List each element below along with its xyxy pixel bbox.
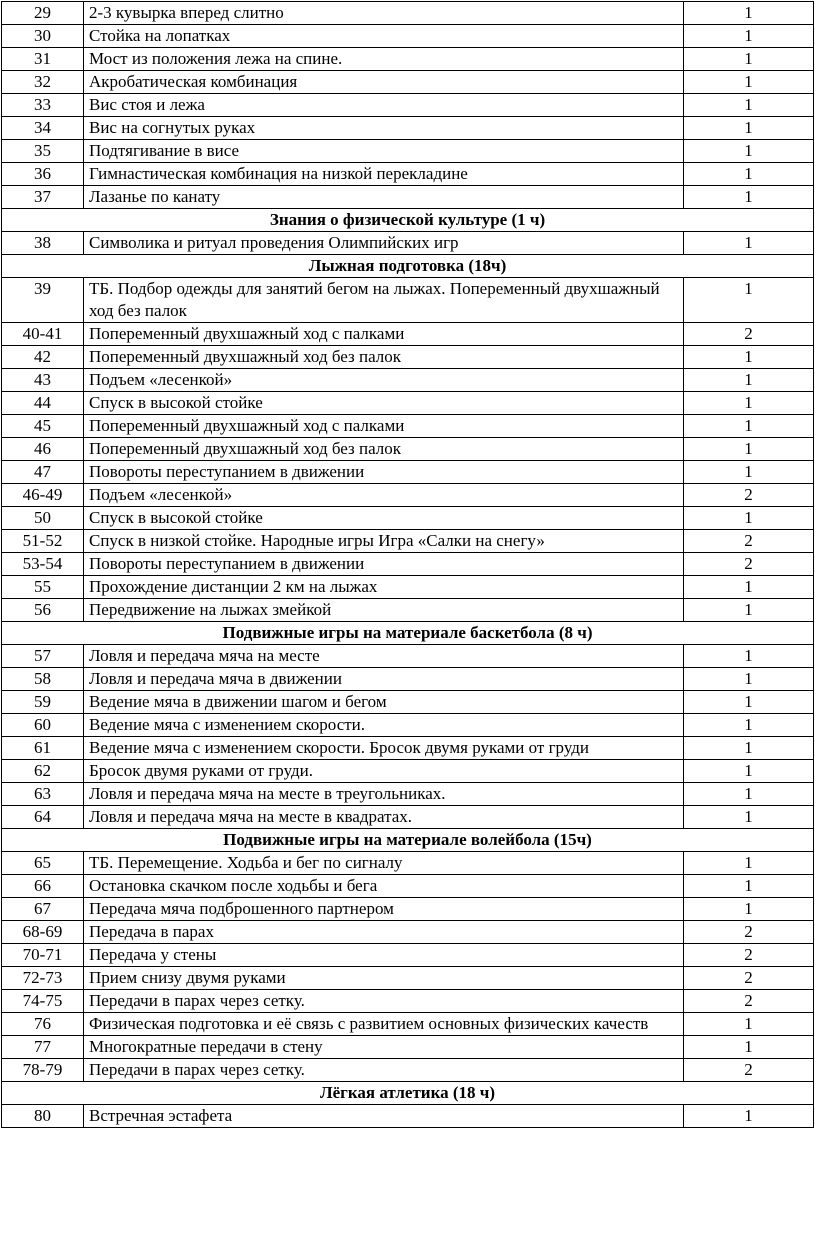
- lesson-row: [2, 1059, 814, 1082]
- lesson-hours: 1: [684, 140, 814, 163]
- lesson-hours: 1: [684, 1105, 814, 1128]
- lesson-hours: 1: [684, 232, 814, 255]
- lesson-number: 32: [2, 71, 84, 94]
- lesson-hours: 1: [684, 852, 814, 875]
- lesson-hours: 1: [684, 1013, 814, 1036]
- lesson-topic: Бросок двумя руками от груди.: [84, 760, 684, 783]
- lesson-number: 46: [2, 438, 84, 461]
- lesson-plan-body: [2, 2, 814, 1128]
- lesson-topic: Повороты переступанием в движении: [84, 461, 684, 484]
- lesson-row: [2, 668, 814, 691]
- lesson-row: [2, 25, 814, 48]
- lesson-topic: Прием снизу двумя руками: [84, 967, 684, 990]
- lesson-number: 42: [2, 346, 84, 369]
- lesson-topic: Попеременный двухшажный ход без палок: [84, 438, 684, 461]
- lesson-row: [2, 737, 814, 760]
- lesson-number: 61: [2, 737, 84, 760]
- lesson-topic: Ловля и передача мяча на месте в треугольниках.: [84, 783, 684, 806]
- lesson-hours: 2: [684, 990, 814, 1013]
- lesson-topic: Подтягивание в висе: [84, 140, 684, 163]
- lesson-number: 76: [2, 1013, 84, 1036]
- lesson-number: 37: [2, 186, 84, 209]
- lesson-number: 43: [2, 369, 84, 392]
- lesson-topic: Спуск в высокой стойке: [84, 507, 684, 530]
- lesson-number: 47: [2, 461, 84, 484]
- lesson-row: [2, 163, 814, 186]
- lesson-hours: 2: [684, 484, 814, 507]
- lesson-row: [2, 186, 814, 209]
- lesson-number: 68-69: [2, 921, 84, 944]
- lesson-number: 72-73: [2, 967, 84, 990]
- lesson-hours: 1: [684, 691, 814, 714]
- lesson-topic: Попеременный двухшажный ход без палок: [84, 346, 684, 369]
- lesson-topic: Повороты переступанием в движении: [84, 553, 684, 576]
- lesson-hours: 1: [684, 1036, 814, 1059]
- lesson-number: 50: [2, 507, 84, 530]
- lesson-row: [2, 691, 814, 714]
- lesson-number: 35: [2, 140, 84, 163]
- section-title: Знания о физической культуре (1 ч): [2, 209, 814, 232]
- lesson-topic: Передача у стены: [84, 944, 684, 967]
- lesson-topic: Физическая подготовка и её связь с развитием основных физических качеств: [84, 1013, 684, 1036]
- lesson-hours: 1: [684, 2, 814, 25]
- lesson-topic: Подъем «лесенкой»: [84, 369, 684, 392]
- lesson-hours: 2: [684, 553, 814, 576]
- lesson-hours: 2: [684, 1059, 814, 1082]
- lesson-hours: 1: [684, 806, 814, 829]
- lesson-row: [2, 783, 814, 806]
- lesson-row: [2, 875, 814, 898]
- lesson-topic: Подъем «лесенкой»: [84, 484, 684, 507]
- lesson-number: 34: [2, 117, 84, 140]
- section-title: Подвижные игры на материале волейбола (15ч): [2, 829, 814, 852]
- lesson-topic: Прохождение дистанции 2 км на лыжах: [84, 576, 684, 599]
- lesson-topic: Ловля и передача мяча на месте: [84, 645, 684, 668]
- lesson-row: [2, 415, 814, 438]
- lesson-hours: 1: [684, 117, 814, 140]
- lesson-row: [2, 48, 814, 71]
- lesson-number: 78-79: [2, 1059, 84, 1082]
- lesson-hours: 2: [684, 921, 814, 944]
- lesson-row: [2, 944, 814, 967]
- lesson-topic: Ведение мяча с изменением скорости.: [84, 714, 684, 737]
- lesson-topic: Лазанье по канату: [84, 186, 684, 209]
- lesson-row: [2, 392, 814, 415]
- lesson-row: [2, 553, 814, 576]
- lesson-number: 31: [2, 48, 84, 71]
- section-header-row: [2, 1082, 814, 1105]
- lesson-hours: 1: [684, 369, 814, 392]
- lesson-row: [2, 369, 814, 392]
- lesson-row: [2, 278, 814, 323]
- lesson-topic: Передача в парах: [84, 921, 684, 944]
- lesson-number: 29: [2, 2, 84, 25]
- lesson-row: [2, 94, 814, 117]
- lesson-hours: 1: [684, 875, 814, 898]
- lesson-number: 58: [2, 668, 84, 691]
- lesson-number: 60: [2, 714, 84, 737]
- lesson-row: [2, 484, 814, 507]
- lesson-row: [2, 438, 814, 461]
- lesson-topic: Вис на согнутых руках: [84, 117, 684, 140]
- lesson-row: [2, 323, 814, 346]
- lesson-hours: 2: [684, 530, 814, 553]
- lesson-row: [2, 1105, 814, 1128]
- lesson-topic: Ведение мяча с изменением скорости. Бросок двумя руками от груди: [84, 737, 684, 760]
- lesson-number: 70-71: [2, 944, 84, 967]
- lesson-topic: Ловля и передача мяча на месте в квадратах.: [84, 806, 684, 829]
- lesson-number: 33: [2, 94, 84, 117]
- lesson-hours: 1: [684, 783, 814, 806]
- lesson-hours: 1: [684, 645, 814, 668]
- lesson-row: [2, 967, 814, 990]
- section-title: Подвижные игры на материале баскетбола (8 ч): [2, 622, 814, 645]
- lesson-row: [2, 599, 814, 622]
- lesson-number: 57: [2, 645, 84, 668]
- lesson-topic: Встречная эстафета: [84, 1105, 684, 1128]
- lesson-hours: 1: [684, 576, 814, 599]
- lesson-topic: ТБ. Подбор одежды для занятий бегом на лыжах. Попеременный двухшажный ход без палок: [84, 278, 684, 323]
- lesson-number: 56: [2, 599, 84, 622]
- lesson-number: 30: [2, 25, 84, 48]
- lesson-topic: Акробатическая комбинация: [84, 71, 684, 94]
- lesson-number: 46-49: [2, 484, 84, 507]
- lesson-number: 40-41: [2, 323, 84, 346]
- lesson-number: 38: [2, 232, 84, 255]
- lesson-number: 66: [2, 875, 84, 898]
- lesson-row: [2, 990, 814, 1013]
- lesson-number: 39: [2, 278, 84, 323]
- lesson-number: 65: [2, 852, 84, 875]
- lesson-topic: Многократные передачи в стену: [84, 1036, 684, 1059]
- lesson-hours: 1: [684, 737, 814, 760]
- section-header-row: [2, 255, 814, 278]
- lesson-number: 77: [2, 1036, 84, 1059]
- lesson-number: 44: [2, 392, 84, 415]
- lesson-hours: 1: [684, 760, 814, 783]
- lesson-row: [2, 461, 814, 484]
- lesson-number: 51-52: [2, 530, 84, 553]
- lesson-row: [2, 1036, 814, 1059]
- lesson-hours: 1: [684, 438, 814, 461]
- lesson-hours: 1: [684, 599, 814, 622]
- lesson-number: 63: [2, 783, 84, 806]
- lesson-row: [2, 232, 814, 255]
- lesson-hours: 2: [684, 967, 814, 990]
- lesson-hours: 1: [684, 898, 814, 921]
- lesson-row: [2, 852, 814, 875]
- lesson-hours: 1: [684, 507, 814, 530]
- lesson-number: 67: [2, 898, 84, 921]
- section-header-row: [2, 209, 814, 232]
- lesson-topic: ТБ. Перемещение. Ходьба и бег по сигналу: [84, 852, 684, 875]
- lesson-hours: 1: [684, 346, 814, 369]
- lesson-number: 45: [2, 415, 84, 438]
- lesson-hours: 1: [684, 392, 814, 415]
- lesson-hours: 1: [684, 25, 814, 48]
- lesson-row: [2, 806, 814, 829]
- lesson-row: [2, 530, 814, 553]
- lesson-row: [2, 71, 814, 94]
- lesson-number: 64: [2, 806, 84, 829]
- lesson-topic: Передачи в парах через сетку.: [84, 1059, 684, 1082]
- lesson-hours: 1: [684, 186, 814, 209]
- lesson-row: [2, 898, 814, 921]
- lesson-row: [2, 714, 814, 737]
- lesson-topic: 2-3 кувырка вперед слитно: [84, 2, 684, 25]
- lesson-topic: Ловля и передача мяча в движении: [84, 668, 684, 691]
- lesson-hours: 1: [684, 668, 814, 691]
- section-header-row: [2, 829, 814, 852]
- lesson-topic: Вис стоя и лежа: [84, 94, 684, 117]
- lesson-topic: Ведение мяча в движении шагом и бегом: [84, 691, 684, 714]
- lesson-number: 62: [2, 760, 84, 783]
- lesson-hours: 1: [684, 163, 814, 186]
- lesson-number: 59: [2, 691, 84, 714]
- section-header-row: [2, 622, 814, 645]
- lesson-hours: 1: [684, 714, 814, 737]
- lesson-number: 55: [2, 576, 84, 599]
- lesson-hours: 1: [684, 278, 814, 323]
- lesson-hours: 2: [684, 323, 814, 346]
- lesson-row: [2, 507, 814, 530]
- lesson-number: 53-54: [2, 553, 84, 576]
- lesson-number: 36: [2, 163, 84, 186]
- section-title: Лыжная подготовка (18ч): [2, 255, 814, 278]
- lesson-row: [2, 576, 814, 599]
- lesson-hours: 1: [684, 71, 814, 94]
- lesson-number: 80: [2, 1105, 84, 1128]
- lesson-hours: 2: [684, 944, 814, 967]
- lesson-hours: 1: [684, 94, 814, 117]
- lesson-topic: Попеременный двухшажный ход с палками: [84, 415, 684, 438]
- lesson-topic: Спуск в высокой стойке: [84, 392, 684, 415]
- lesson-row: [2, 346, 814, 369]
- lesson-topic: Символика и ритуал проведения Олимпийских игр: [84, 232, 684, 255]
- lesson-topic: Передачи в парах через сетку.: [84, 990, 684, 1013]
- lesson-row: [2, 760, 814, 783]
- lesson-topic: Передача мяча подброшенного партнером: [84, 898, 684, 921]
- lesson-topic: Мост из положения лежа на спине.: [84, 48, 684, 71]
- lesson-topic: Гимнастическая комбинация на низкой перекладине: [84, 163, 684, 186]
- lesson-topic: Стойка на лопатках: [84, 25, 684, 48]
- lesson-row: [2, 1013, 814, 1036]
- lesson-row: [2, 140, 814, 163]
- lesson-topic: Спуск в низкой стойке. Народные игры Игра «Салки на снегу»: [84, 530, 684, 553]
- lesson-hours: 1: [684, 461, 814, 484]
- lesson-row: [2, 2, 814, 25]
- lesson-hours: 1: [684, 415, 814, 438]
- lesson-row: [2, 921, 814, 944]
- lesson-topic: Попеременный двухшажный ход с палками: [84, 323, 684, 346]
- lesson-number: 74-75: [2, 990, 84, 1013]
- section-title: Лёгкая атлетика (18 ч): [2, 1082, 814, 1105]
- lesson-topic: Передвижение на лыжах змейкой: [84, 599, 684, 622]
- lesson-row: [2, 117, 814, 140]
- lesson-plan-table: [1, 1, 814, 1128]
- lesson-row: [2, 645, 814, 668]
- lesson-hours: 1: [684, 48, 814, 71]
- lesson-topic: Остановка скачком после ходьбы и бега: [84, 875, 684, 898]
